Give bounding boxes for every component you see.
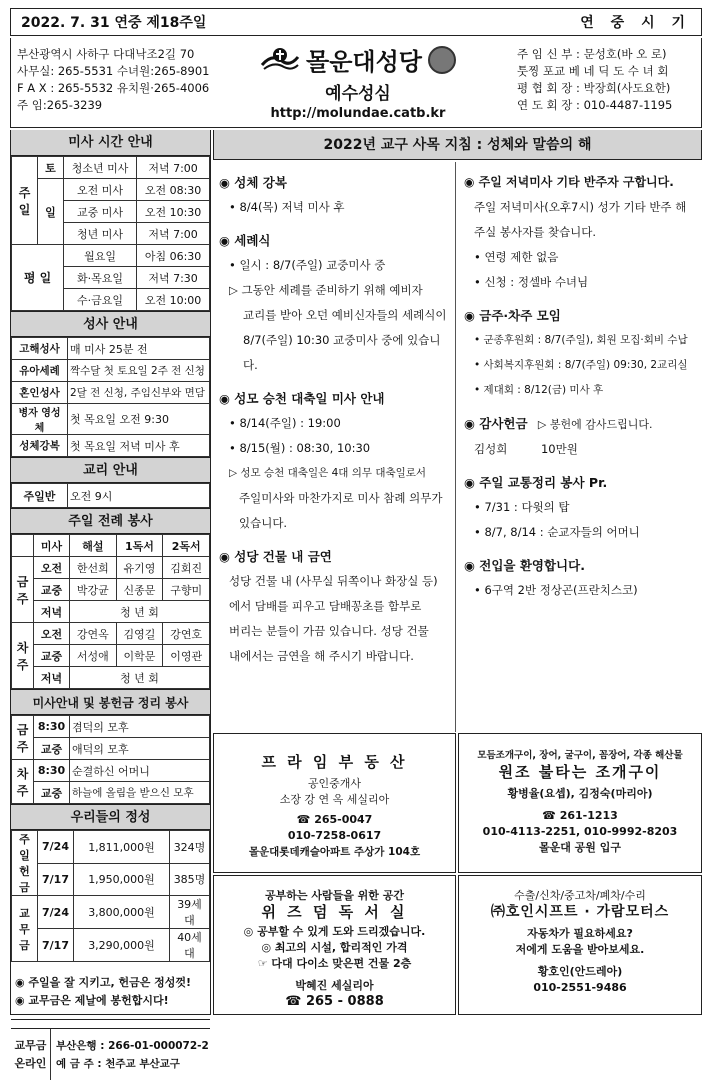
notice-item: 성당 건물 내 (사무실 뒤쪽이나 화장실 등): [229, 574, 438, 588]
phone-office: 사무실: 265-5531 수녀원:265-8901: [17, 64, 210, 78]
mass-name: 청소년 미사: [64, 157, 137, 179]
mass-time: 아침 06:30: [137, 245, 210, 267]
address: 부산광역시 사하구 다대낙조2길 70: [17, 47, 195, 61]
staff-line: 평 협 회 장 : 박장희(사도요한): [517, 81, 671, 95]
offering-date: 7/17: [38, 863, 74, 896]
sunday-label: 주 일: [12, 157, 38, 245]
notice-item: 내에서는 금연을 해 주시기 바랍니다.: [229, 649, 414, 663]
server-group: 청 년 회: [70, 667, 210, 689]
mass-type: 저녁: [34, 601, 70, 623]
staff-info: [517, 46, 693, 114]
sunday-offering-label: 주일 헌금: [12, 831, 38, 896]
notice-heading: ◉ 성체 강복: [219, 175, 287, 190]
server-group: 청 년 회: [70, 601, 210, 623]
notice-item: • 제대회 : 8/12(금) 미사 후: [474, 384, 604, 396]
ad-real-estate: [213, 733, 456, 873]
notice-item: 8/7(주일) 10:30 교중미사 중에 있습니다.: [243, 333, 441, 372]
online-label: 온라인: [14, 1056, 47, 1070]
notice-heading: ◉ 성모 승천 대축일 미사 안내: [219, 391, 385, 406]
left-column: [10, 130, 211, 1070]
notice-item: 교리를 받아 오던 예비신자들의 세례식이: [243, 308, 447, 322]
ad-line: 저에게 도움을 받아보세요.: [515, 943, 645, 956]
catechism-title: 교리 안내: [11, 457, 210, 483]
notice-item: • 8/14(주일) : 19:00: [229, 416, 341, 430]
church-branding: [243, 42, 473, 121]
offering-amount: 3,290,000원: [74, 929, 170, 962]
ad-line: 자동차가 필요하세요?: [527, 927, 633, 940]
liturgical-season: 연 중 시 기: [580, 15, 691, 31]
mass-name: 교중 미사: [64, 201, 137, 223]
offering-table: [11, 830, 210, 962]
liturgy-header: 1독서: [116, 535, 163, 557]
sacrament-value: 매 미사 25분 전: [68, 338, 210, 360]
ad-address: 몰운대롯데캐슬아파트 주상가 104호: [248, 846, 421, 858]
offering-amount: 1,950,000원: [74, 863, 170, 896]
notice-item: 주실 봉사자를 찾습니다.: [474, 225, 597, 239]
offering-amount: 1,811,000원: [74, 831, 170, 864]
sacrament-value: 2달 전 신청, 주임신부와 면담: [68, 382, 210, 404]
church-url[interactable]: http://molundae.catb.kr: [270, 106, 446, 121]
mass-type: 오전: [34, 623, 70, 645]
server-name: 서성애: [70, 645, 117, 667]
mass-type: 8:30: [34, 716, 70, 738]
next-week-label: 차 주: [12, 623, 34, 689]
catechism-value: 오전 9시: [68, 484, 210, 508]
catechism-label: 주일반: [12, 484, 68, 508]
offering-count: 385명: [170, 863, 210, 896]
notice-item: • 8/4(목) 저녁 미사 후: [229, 200, 345, 214]
notice-item: • 8/7, 8/14 : 순교자들의 어머니: [474, 525, 640, 539]
ad-contact: 박혜진 세실리아: [295, 979, 374, 992]
server-name: 구향미: [163, 579, 210, 601]
mass-times-table: [11, 156, 210, 311]
offering-title: 우리들의 정성: [11, 804, 210, 830]
ad-line: ☞ 다대 다이소 맞은편 건물 2층: [257, 957, 412, 970]
parish-due-label: 교무금: [12, 896, 38, 962]
ad-line: 모듬조개구이, 장어, 굴구이, 꼼장어, 각종 해산물: [477, 750, 683, 761]
guide-table: [11, 715, 210, 804]
mass-name: 월요일: [64, 245, 137, 267]
server-name: 신종문: [116, 579, 163, 601]
mass-time: 저녁 7:30: [137, 267, 210, 289]
bank-account: 부산은행 : 266-01-000072-2: [56, 1039, 209, 1052]
group-name: 겸덕의 모후: [70, 716, 210, 738]
notice-heading: ◉ 주일 저녁미사 기타 반주자 구합니다.: [464, 175, 674, 189]
sacrament-value: 첫 목요일 저녁 미사 후: [68, 435, 210, 457]
group-name: 애덕의 모후: [70, 738, 210, 760]
server-name: 유기영: [116, 557, 163, 579]
offering-amount: 3,800,000원: [74, 896, 170, 929]
notice-item: 있습니다.: [239, 516, 288, 530]
ad-phone: ☎ 261-1213: [542, 809, 618, 822]
bulletin-date: 2022. 7. 31 연중 제18주일: [21, 15, 207, 31]
ad-phone: 010-4113-2251, 010-9992-8203: [482, 825, 678, 838]
notice-item: • 신청 : 정셀바 수녀님: [474, 275, 589, 289]
account-holder: 예 금 주 : 천주교 부산교구: [56, 1057, 180, 1070]
server-name: 김영길: [116, 623, 163, 645]
fax: F A X : 265-5532 유치원·265-4006: [17, 81, 210, 95]
online-label: 교무금: [14, 1038, 47, 1052]
notice-heading: ◉ 세례식: [219, 233, 271, 248]
notice-item: 버리는 분들이 가끔 있습니다. 성당 건물: [229, 624, 429, 638]
mass-name: 오전 미사: [64, 179, 137, 201]
group-name: 하늘에 올림을 받으신 모후: [70, 782, 210, 804]
offering-note: ◉ 교무금은 제날에 봉헌합시다!: [15, 994, 169, 1007]
liturgy-header: 미사: [34, 535, 70, 557]
ad-phone: ☎ 265-0047: [296, 813, 373, 826]
server-name: 김회진: [163, 557, 210, 579]
rectory-phone: 주 임:265-3239: [17, 98, 103, 112]
mass-type: 교중: [34, 782, 70, 804]
sacraments-table: [11, 337, 210, 457]
ad-title: 위 즈 덤 독 서 실: [261, 903, 408, 921]
mass-time: 오전 10:30: [137, 201, 210, 223]
mass-type: 교중: [34, 645, 70, 667]
church-name: 몰운대성당: [306, 48, 422, 76]
mass-time: 오전 10:00: [137, 289, 210, 311]
ad-car-dealer: [458, 875, 702, 1015]
offering-count: 40세대: [170, 929, 210, 962]
ad-line: 공부하는 사람들을 위한 공간: [265, 889, 404, 902]
weekday-label: 평 일: [12, 245, 64, 311]
notice-item: 주일미사와 마찬가지로 미사 참례 의무가: [239, 491, 443, 505]
notice-item: • 군종후원회 : 8/7(주일), 회원 모집·회비 수납: [474, 334, 688, 346]
notice-heading: ◉ 성당 건물 내 금연: [219, 549, 332, 564]
notice-item: 에서 담배를 피우고 담배꽁초를 함부로: [229, 599, 422, 613]
sacrament-value: 첫 목요일 오전 9:30: [68, 404, 210, 435]
notice-item: • 6구역 2반 정상곤(프란치스코): [474, 583, 638, 597]
staff-line: 툿찡 포교 베 네 딕 도 수 녀 회: [517, 64, 669, 78]
guide-title: 미사안내 및 봉헌금 정리 봉사: [11, 689, 210, 715]
ad-clam-restaurant: [458, 733, 702, 873]
church-logo-icon: [260, 47, 300, 73]
ad-phone: ☎ 265 - 0888: [285, 994, 384, 1009]
top-bar: [10, 8, 702, 36]
liturgy-table: [11, 534, 210, 689]
offering-count: 324명: [170, 831, 210, 864]
this-week-label: 금 주: [12, 716, 34, 760]
offering-count: 39세대: [170, 896, 210, 929]
notice-item: [464, 437, 696, 462]
diocese-topic: 2022년 교구 사목 지침 : 성체와 말씀의 해: [213, 130, 702, 160]
header: [10, 38, 702, 128]
church-subtitle: 예수성심: [325, 84, 391, 104]
ad-line: 수출/신차/중고차/폐차/수리: [514, 889, 646, 902]
ad-study-room: [213, 875, 456, 1015]
liturgy-header: 2독서: [163, 535, 210, 557]
ad-line: 소장 강 연 옥 세실리아: [279, 793, 390, 806]
ad-phone: 010-2551-9486: [533, 981, 627, 994]
thanks-heading: ◉ 감사헌금: [464, 416, 528, 431]
notice-item: • 사회복지후원회 : 8/7(주일) 09:30, 2교리실: [474, 359, 688, 371]
online-payment: [11, 1028, 210, 1080]
ad-title: 원조 불타는 조개구이: [498, 763, 662, 781]
notice-heading: [464, 411, 696, 437]
mass-type: 8:30: [34, 760, 70, 782]
mass-time: 오전 08:30: [137, 179, 210, 201]
notice-item: • 일시 : 8/7(주일) 교중미사 중: [229, 258, 386, 272]
mass-type: 오전: [34, 557, 70, 579]
ad-contact: 황호인(안드레아): [537, 965, 623, 978]
liturgy-header: 해설: [70, 535, 117, 557]
next-week-label: 차 주: [12, 760, 34, 804]
mass-type: 교중: [34, 579, 70, 601]
catechism-table: [11, 483, 210, 508]
ship-emblem-icon: [428, 46, 456, 74]
notice-item: ▷ 성모 승천 대축일은 4대 의무 대축일로서: [229, 467, 427, 479]
liturgy-title: 주일 전례 봉사: [11, 508, 210, 534]
mass-name: 화·목요일: [64, 267, 137, 289]
notice-heading: ◉ 전입을 환영합니다.: [464, 558, 585, 573]
server-name: 이학문: [116, 645, 163, 667]
offering-notes: [11, 962, 210, 1020]
mass-times-title: 미사 시간 안내: [11, 130, 210, 156]
right-column: [458, 162, 702, 732]
mass-time: 저녁 7:00: [137, 157, 210, 179]
this-week-label: 금 주: [12, 557, 34, 623]
ad-phone: 010-7258-0617: [287, 829, 382, 842]
offering-date: 7/24: [38, 831, 74, 864]
ad-title: 프 라 임 부 동 산: [261, 753, 408, 771]
middle-column: [213, 162, 456, 732]
server-name: 강연호: [163, 623, 210, 645]
notice-heading: ◉ 주일 교통정리 봉사 Pr.: [464, 475, 608, 490]
sacrament-label: 혼인성사: [12, 382, 68, 404]
notice-item: ▷ 그동안 세례를 준비하기 위해 예비자: [229, 283, 423, 297]
notice-heading: ◉ 금주·차주 모임: [464, 308, 561, 323]
ad-line: 공인중개사: [307, 777, 362, 790]
ad-line: ◎ 공부할 수 있게 도와 드리겠습니다.: [243, 925, 426, 938]
offering-date: 7/24: [38, 896, 74, 929]
donor-name: 김성희: [474, 442, 508, 456]
offering-note: ◉ 주일을 잘 지키고, 헌금은 정성껏!: [15, 976, 192, 989]
sun-label: 일: [38, 179, 64, 245]
server-name: 한선희: [70, 557, 117, 579]
ad-title: ㈜호인시프트 · 가람모터스: [490, 904, 670, 920]
saturday-label: 토: [38, 157, 64, 179]
ad-line: ◎ 최고의 시설, 합리적인 가격: [261, 941, 408, 954]
staff-line: 주 임 신 부 : 문성호(바 오 로): [517, 47, 667, 61]
ad-address: 몰운대 공원 입구: [538, 841, 622, 854]
sacrament-label: 병자 영성체: [12, 404, 68, 435]
group-name: 순결하신 어머니: [70, 760, 210, 782]
server-name: 박강균: [70, 579, 117, 601]
offering-date: 7/17: [38, 929, 74, 962]
server-name: 이영관: [163, 645, 210, 667]
sacrament-label: 고해성사: [12, 338, 68, 360]
staff-line: 연 도 회 장 : 010-4487-1195: [517, 98, 673, 112]
notice-item: • 7/31 : 다윗의 탑: [474, 500, 570, 514]
sacrament-value: 짝수달 첫 토요일 2주 전 신청: [68, 360, 210, 382]
notice-item: • 8/15(월) : 08:30, 10:30: [229, 441, 371, 455]
notice-item: 주일 저녁미사(오후7시) 성가 기타 반주 해: [474, 200, 687, 214]
ad-line: 황병율(요셉), 김정숙(마리아): [507, 787, 653, 800]
mass-name: 수·금요일: [64, 289, 137, 311]
mass-type: 저녁: [34, 667, 70, 689]
server-name: 강연옥: [70, 623, 117, 645]
thanks-note: ▷ 봉헌에 감사드립니다.: [537, 418, 653, 431]
donor-amount: 10만원: [540, 442, 578, 456]
sacrament-label: 유아세례: [12, 360, 68, 382]
sacraments-title: 성사 안내: [11, 311, 210, 337]
sacrament-label: 성체강복: [12, 435, 68, 457]
mass-time: 저녁 7:00: [137, 223, 210, 245]
mass-name: 청년 미사: [64, 223, 137, 245]
mass-type: 교중: [34, 738, 70, 760]
contact-info: [17, 46, 209, 114]
notice-item: • 연령 제한 없음: [474, 250, 559, 264]
